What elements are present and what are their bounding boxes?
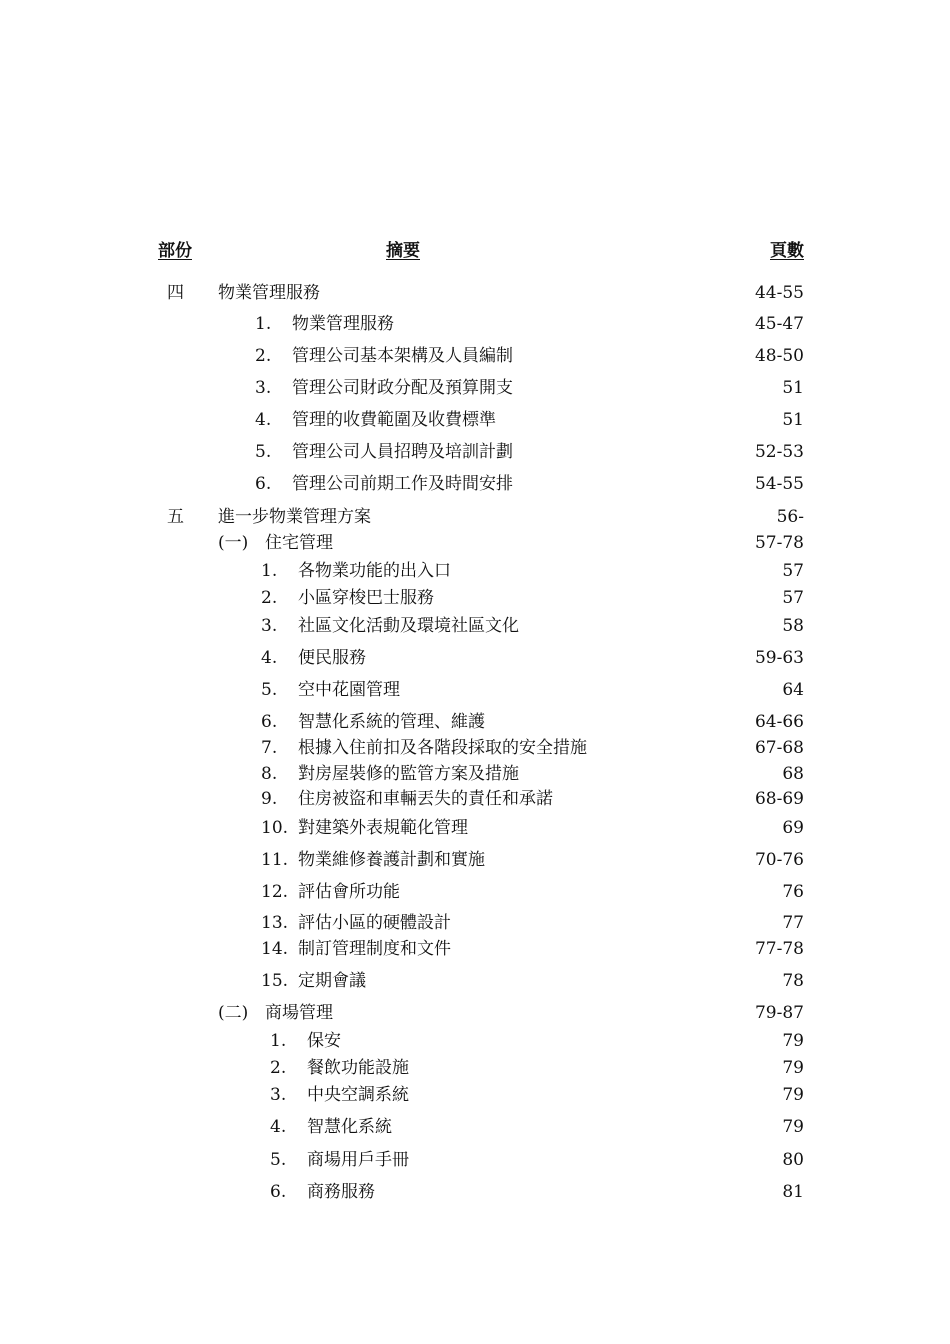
toc-title: 對房屋裝修的監管方案及措施 [298,764,519,784]
toc-pages: 51 [782,378,804,398]
toc-title: 住房被盜和車輛丟失的責任和承諾 [298,789,553,809]
toc-pages: 68-69 [754,789,804,809]
toc-marker: 2. [261,588,278,608]
toc-title: 對建築外表規範化管理 [298,818,468,838]
toc-marker: 15. [261,971,289,991]
toc-marker: (一) [218,533,249,553]
toc-pages: 57 [782,588,804,608]
toc-title: 中央空調系統 [307,1085,409,1105]
toc-title: 管理公司人員招聘及培訓計劃 [292,442,513,462]
toc-row [0,409,950,431]
toc-row [0,647,950,669]
toc-row [0,912,950,934]
toc-title: 根據入住前扣及各階段採取的安全措施 [298,738,587,758]
toc-pages: 79 [782,1085,804,1105]
toc-pages: 69 [782,818,804,838]
toc-row [0,441,950,463]
toc-pages: 78 [782,971,804,991]
toc-row [0,679,950,701]
toc-title: 管理公司前期工作及時間安排 [292,474,513,494]
toc-pages: 48-50 [754,346,804,366]
toc-title: 商場用戶手冊 [307,1150,409,1170]
toc-row [0,970,950,992]
toc-title: 商場管理 [265,1003,333,1023]
toc-row [0,506,950,528]
toc-pages: 51 [782,410,804,430]
toc-pages: 79 [782,1058,804,1078]
toc-marker: 7. [261,738,278,758]
toc-row [0,1057,950,1079]
toc-marker: 5. [261,680,278,700]
toc-pages: 44-55 [754,283,804,303]
toc-marker: 5. [255,442,272,462]
toc-row [0,560,950,582]
toc-row [0,532,950,554]
toc-title: 物業維修養護計劃和實施 [298,850,485,870]
toc-pages: 80 [782,1150,804,1170]
toc-pages: 59-63 [754,648,804,668]
toc-marker: 1. [270,1031,287,1051]
toc-row [0,938,950,960]
toc-pages: 70-76 [754,850,804,870]
toc-marker: 13. [261,913,289,933]
toc-pages: 67-68 [754,738,804,758]
toc-title: 各物業功能的出入口 [298,561,451,581]
toc-marker: 1. [261,561,278,581]
toc-marker: 14. [261,939,289,959]
toc-marker: 12. [261,882,289,902]
toc-marker: 3. [270,1085,287,1105]
toc-title: 住宅管理 [265,533,333,553]
toc-pages: 52-53 [754,442,804,462]
toc-title: 管理公司基本架構及人員編制 [292,346,513,366]
toc-row [0,282,950,304]
toc-marker: 2. [270,1058,287,1078]
toc-title: 管理公司財政分配及預算開支 [292,378,513,398]
toc-title: 制訂管理制度和文件 [298,939,451,959]
toc-title: 評估會所功能 [298,882,400,902]
toc-pages: 57 [782,561,804,581]
toc-title: 物業管理服務 [218,283,320,303]
toc-row [0,1181,950,1203]
toc-pages: 79 [782,1117,804,1137]
toc-marker: 3. [261,616,278,636]
toc-row [0,711,950,733]
toc-marker: 2. [255,346,272,366]
toc-pages: 54-55 [754,474,804,494]
toc-marker: 6. [255,474,272,494]
toc-marker: 4. [261,648,278,668]
toc-row [0,817,950,839]
toc-pages: 64 [782,680,804,700]
toc-row [0,1030,950,1052]
toc-pages: 68 [782,764,804,784]
toc-marker: 6. [261,712,278,732]
toc-title: 商務服務 [307,1182,375,1202]
toc-pages: 81 [782,1182,804,1202]
toc-pages: 57-78 [754,533,804,553]
toc-pages: 45-47 [754,314,804,334]
toc-title: 餐飲功能設施 [307,1058,409,1078]
header-pages: 頁數 [770,241,804,261]
toc-pages: 79-87 [754,1003,804,1023]
toc-title: 智慧化系統的管理、維護 [298,712,485,732]
toc-row [0,881,950,903]
toc-row [0,1116,950,1138]
toc-pages: 79 [782,1031,804,1051]
header-part: 部份 [158,241,192,261]
toc-title: 空中花園管理 [298,680,400,700]
toc-row [0,1149,950,1171]
toc-marker: 4. [270,1117,287,1137]
toc-row [0,345,950,367]
toc-row [0,313,950,335]
toc-row [0,737,950,759]
toc-pages: 56- [776,507,804,527]
toc-title: 保安 [307,1031,341,1051]
toc-title: 社區文化活動及環境社區文化 [298,616,519,636]
toc-pages: 77 [782,913,804,933]
toc-title: 進一步物業管理方案 [218,507,371,527]
toc-pages: 58 [782,616,804,636]
toc-title: 評估小區的硬體設計 [298,913,451,933]
toc-row [0,587,950,609]
toc-marker: 5. [270,1150,287,1170]
toc-row [0,473,950,495]
toc-row [0,377,950,399]
toc-marker: 8. [261,764,278,784]
toc-title: 智慧化系統 [307,1117,392,1137]
toc-marker: 10. [261,818,289,838]
toc-marker: 9. [261,789,278,809]
toc-marker: 五 [167,507,184,527]
toc-pages: 77-78 [754,939,804,959]
toc-marker: 1. [255,314,272,334]
toc-row [0,849,950,871]
toc-marker: (二) [218,1003,249,1023]
toc-title: 便民服務 [298,648,366,668]
header-summary: 摘要 [386,241,420,261]
toc-row [0,615,950,637]
toc-marker: 四 [167,283,184,303]
toc-marker: 4. [255,410,272,430]
toc-pages: 76 [782,882,804,902]
toc-marker: 6. [270,1182,287,1202]
toc-row [0,763,950,785]
toc-row [0,1002,950,1024]
toc-title: 定期會議 [298,971,366,991]
toc-title: 小區穿梭巴士服務 [298,588,434,608]
toc-marker: 11. [261,850,289,870]
toc-title: 管理的收費範圍及收費標準 [292,410,496,430]
toc-row [0,1084,950,1106]
toc-row [0,788,950,810]
toc-pages: 64-66 [754,712,804,732]
toc-marker: 3. [255,378,272,398]
toc-title: 物業管理服務 [292,314,394,334]
